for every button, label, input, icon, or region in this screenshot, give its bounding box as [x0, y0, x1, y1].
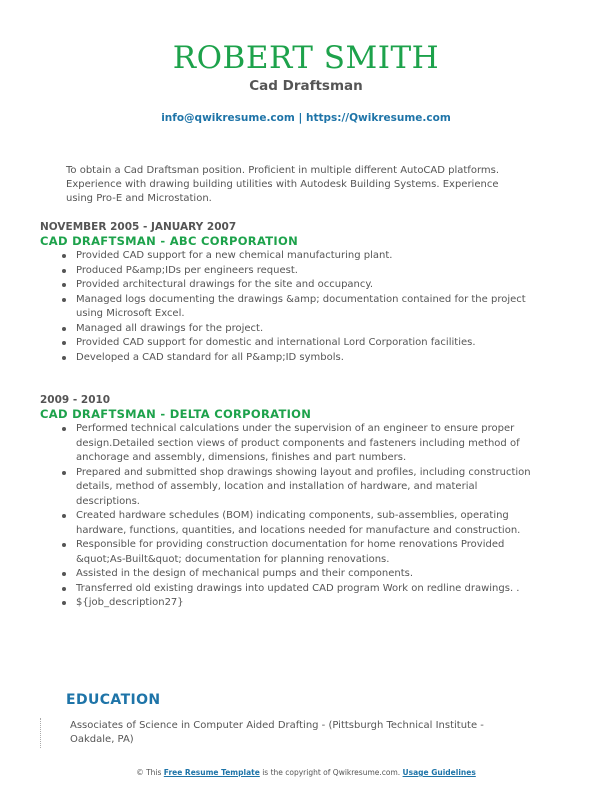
list-item: Performed technical calculations under the supervision of an engineer to ensure proper design.Detailed section views of product components and fasteners including method of anchorage and assembly, dimensions, finishes and part numbers.	[76, 422, 540, 466]
list-item: Produced P&amp;IDs per engineers request.	[76, 264, 540, 279]
list-item: Assisted in the design of mechanical pumps and their components.	[76, 567, 540, 582]
education-entry: Associates of Science in Computer Aided Drafting - (Pittsburgh Technical Institute - Oakdale, PA)	[70, 720, 484, 745]
free-resume-template-link[interactable]: Free Resume Template	[163, 768, 260, 777]
experience-company: CAD DRAFTSMAN - DELTA CORPORATION	[40, 407, 312, 421]
list-item: Provided CAD support for a new chemical manufacturing plant.	[76, 249, 540, 264]
experience-entry-2	[40, 394, 540, 611]
footer	[0, 768, 612, 777]
list-item: Developed a CAD standard for all P&amp;ID symbols.	[76, 351, 540, 366]
education-divider	[40, 718, 41, 748]
experience-entry-1	[40, 221, 540, 365]
experience-dates: NOVEMBER 2005 - JANUARY 2007	[40, 221, 237, 233]
footer-prefix: © This	[136, 768, 162, 777]
list-item: Responsible for providing construction documentation for home renovations Provided &quot;As-Built&quot; documentation for planning renovations.	[76, 538, 540, 567]
list-item: Provided CAD support for domestic and international Lord Corporation facilities.	[76, 336, 540, 351]
candidate-title: Cad Draftsman	[249, 78, 363, 94]
candidate-name: ROBERT SMITH	[172, 40, 440, 76]
email-link[interactable]: info@qwikresume.com	[161, 112, 295, 124]
list-item: Prepared and submitted shop drawings showing layout and profiles, including construction details, method of assembly, location and installation of hardware, and material descriptions.	[76, 466, 540, 510]
contact-line	[0, 111, 612, 125]
list-item: Transferred old existing drawings into updated CAD program Work on redline drawings. .	[76, 582, 540, 597]
list-item: Managed all drawings for the project.	[76, 322, 540, 337]
usage-guidelines-link[interactable]: Usage Guidelines	[402, 768, 476, 777]
experience-dates: 2009 - 2010	[40, 394, 111, 406]
list-item: Managed logs documenting the drawings &amp; documentation contained for the project using Microsoft Excel.	[76, 293, 540, 322]
list-item: Provided architectural drawings for the site and occupancy.	[76, 278, 540, 293]
contact-separator: |	[294, 112, 306, 124]
education-heading: EDUCATION	[66, 692, 161, 708]
experience-company: CAD DRAFTSMAN - ABC CORPORATION	[40, 234, 298, 248]
experience-bullets	[40, 249, 540, 365]
list-item: Created hardware schedules (BOM) indicating components, sub-assemblies, operating hardware, functions, quantities, and locations needed for manufacture and construction.	[76, 509, 540, 538]
summary-paragraph: To obtain a Cad Draftsman position. Proficient in multiple different AutoCAD platforms. Experience with drawing building utilities with Autodesk Building Systems. Experience using Pro-E and Microstation.	[66, 165, 500, 204]
list-item: ${job_description27}	[76, 596, 540, 611]
footer-middle: is the copyright of Qwikresume.com.	[262, 768, 401, 777]
website-link[interactable]: https://Qwikresume.com	[305, 112, 451, 124]
experience-bullets	[40, 422, 540, 611]
